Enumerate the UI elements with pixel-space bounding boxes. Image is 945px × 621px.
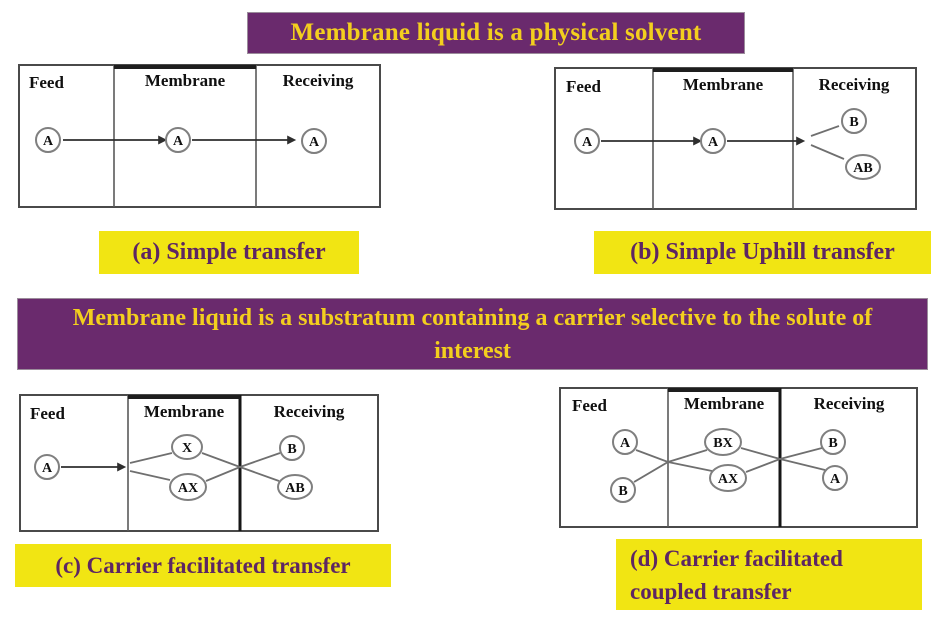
- species-label: B: [828, 436, 838, 451]
- compartment-label-feed: Feed: [29, 73, 64, 92]
- caption-simple-uphill-transfer: (b) Simple Uphill transfer: [594, 231, 931, 274]
- banner-physical-solvent: Membrane liquid is a physical solvent: [247, 12, 745, 54]
- species-label: AX: [717, 472, 739, 487]
- compartment-label-receiving: Receiving: [818, 75, 890, 94]
- species-label: A: [41, 461, 53, 476]
- compartment-label-feed: Feed: [30, 404, 65, 423]
- species-label: A: [619, 436, 631, 451]
- species-label: B: [849, 115, 859, 130]
- compartment-label-receiving: Receiving: [273, 402, 345, 421]
- species-label: A: [829, 472, 841, 487]
- species-label: X: [181, 441, 193, 456]
- species-label: AB: [285, 481, 305, 496]
- species-label: B: [287, 442, 297, 457]
- species-label: A: [42, 134, 54, 149]
- compartment-label-feed: Feed: [566, 77, 601, 96]
- panel-d-diagram: [556, 386, 921, 529]
- species-label: A: [308, 135, 320, 150]
- species-label: B: [618, 484, 628, 499]
- compartment-label-receiving: Receiving: [282, 71, 354, 90]
- banner-carrier-substratum: Membrane liquid is a substratum containing a carrier selective to the solute of interest: [17, 298, 928, 370]
- compartment-label-membrane: Membrane: [682, 75, 764, 94]
- panel-b-diagram: [552, 64, 920, 212]
- caption-simple-transfer: (a) Simple transfer: [99, 231, 359, 274]
- compartment-label-membrane: Membrane: [683, 394, 765, 413]
- compartment-label-receiving: Receiving: [813, 394, 885, 413]
- compartment-label-membrane: Membrane: [143, 402, 225, 421]
- panel-a-diagram: [17, 62, 383, 210]
- species-label: A: [707, 135, 719, 150]
- panel-c-diagram: [18, 391, 381, 533]
- compartment-label-membrane: Membrane: [144, 71, 226, 90]
- caption-carrier-facilitated-transfer: (c) Carrier facilitated transfer: [15, 544, 391, 587]
- caption-carrier-facilitated-coupled-transfer: (d) Carrier facilitated coupled transfer: [616, 539, 922, 610]
- species-label: BX: [713, 436, 733, 451]
- species-label: A: [581, 135, 593, 150]
- compartment-label-feed: Feed: [572, 396, 607, 415]
- species-label: AB: [853, 161, 873, 176]
- species-label: A: [172, 134, 184, 149]
- species-label: AX: [177, 481, 199, 496]
